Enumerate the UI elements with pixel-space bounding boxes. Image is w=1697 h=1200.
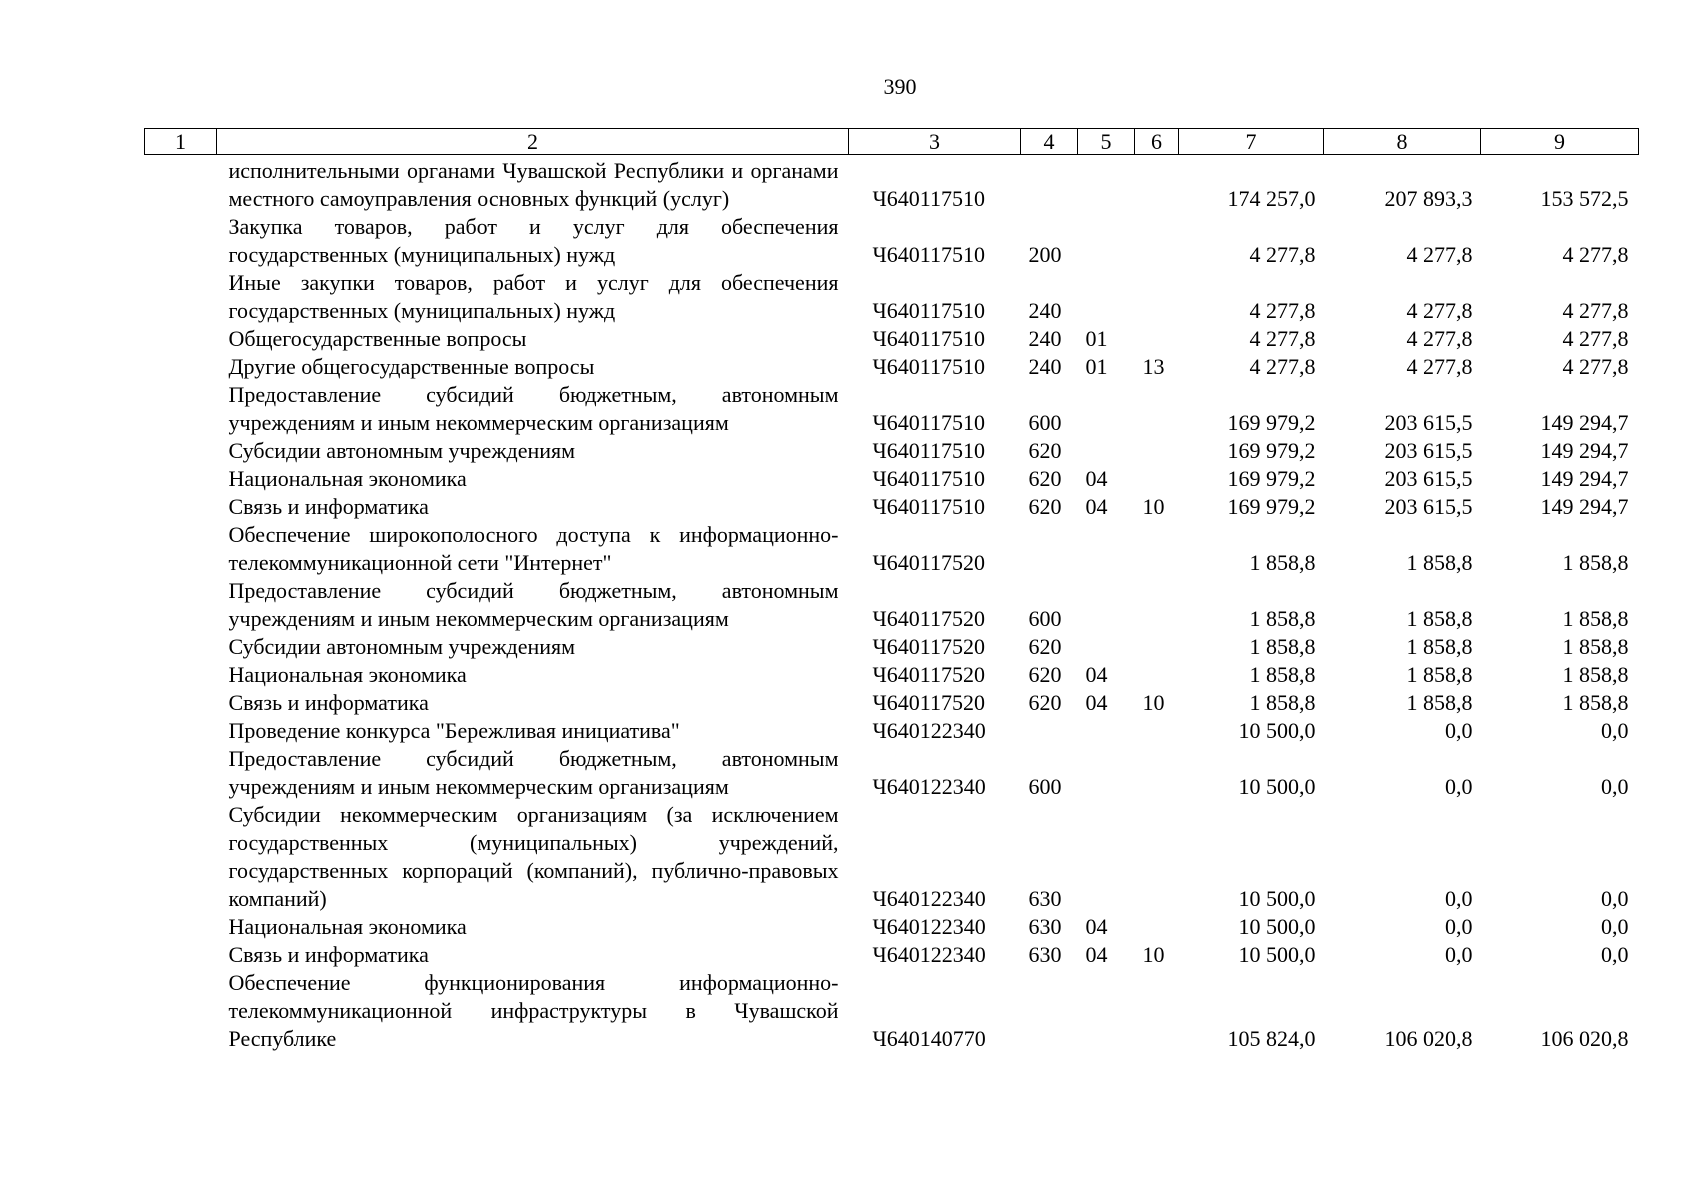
row-cell-1 [145,745,217,801]
row-value-9: 149 294,7 [1540,466,1629,491]
column-header-2: 2 [217,129,849,155]
row-name: Национальная экономика [228,466,467,491]
row-cell-1 [145,213,217,269]
row-col-6 [1135,269,1179,325]
table-row [145,801,1639,913]
table-row [145,941,1639,969]
row-value-8: 207 893,3 [1384,186,1473,211]
row-col-4: 620 [1028,466,1062,491]
row-value-7: 169 979,2 [1227,438,1316,463]
row-col-5 [1078,521,1135,577]
row-value-9: 153 572,5 [1540,186,1629,211]
row-value-8: 4 277,8 [1406,354,1473,379]
row-code: Ч640117520 [872,690,985,715]
table-row [145,913,1639,941]
row-col-6 [1135,913,1179,941]
row-col-4 [1021,155,1078,214]
table-row [145,325,1639,353]
table-body [145,155,1639,1054]
row-cell-1 [145,717,217,745]
row-value-8: 1 858,8 [1406,634,1473,659]
column-header-7: 7 [1179,129,1324,155]
row-col-6 [1135,381,1179,437]
row-code: Ч640117510 [872,242,985,267]
table-row [145,353,1639,381]
row-value-9: 1 858,8 [1562,634,1629,659]
row-value-9: 149 294,7 [1540,494,1629,519]
row-col-6 [1135,465,1179,493]
row-col-5: 01 [1085,354,1108,379]
row-code: Ч640117520 [872,634,985,659]
row-col-5 [1078,213,1135,269]
column-header-8: 8 [1324,129,1481,155]
row-value-9: 0,0 [1601,914,1629,939]
row-value-8: 0,0 [1445,774,1473,799]
table-row [145,745,1639,801]
row-col-6: 10 [1142,942,1165,967]
row-code: Ч640117510 [872,410,985,435]
row-value-7: 1 858,8 [1249,550,1316,575]
row-value-8: 1 858,8 [1406,550,1473,575]
row-name: Закупка товаров, работ и услуг для обеспечения государственных (муниципальных) нужд [228,214,839,267]
row-code: Ч640117510 [872,298,985,323]
table-row [145,213,1639,269]
row-col-5 [1078,155,1135,214]
table-row [145,155,1639,214]
row-code: Ч640117520 [872,550,985,575]
row-value-9: 4 277,8 [1562,326,1629,351]
table-row [145,689,1639,717]
row-value-8: 203 615,5 [1384,466,1473,491]
row-value-9: 106 020,8 [1540,1026,1629,1051]
row-col-5 [1078,577,1135,633]
row-col-6 [1135,437,1179,465]
row-cell-1 [145,689,217,717]
row-col-4: 240 [1028,354,1062,379]
row-value-9: 1 858,8 [1562,550,1629,575]
row-col-6 [1135,521,1179,577]
row-code: Ч640140770 [872,1026,986,1051]
row-col-4: 630 [1028,886,1062,911]
row-value-7: 169 979,2 [1227,466,1316,491]
row-col-4: 620 [1028,690,1062,715]
row-col-5: 04 [1085,914,1108,939]
page-number: 390 [883,74,917,99]
row-cell-1 [145,633,217,661]
row-value-9: 4 277,8 [1562,354,1629,379]
row-code: Ч640122340 [872,886,986,911]
row-col-5 [1078,969,1135,1053]
table-row [145,381,1639,437]
row-value-7: 4 277,8 [1249,354,1316,379]
row-col-5: 04 [1085,662,1108,687]
row-col-4 [1021,969,1078,1053]
row-code: Ч640117510 [872,186,985,211]
row-name: Субсидии некоммерческим организациям (за исключением государственных (муниципальных) учреждений, государственных корпораций (компаний), публично-правовых компаний) [228,802,839,911]
row-value-7: 1 858,8 [1249,662,1316,687]
row-name: Предоставление субсидий бюджетным, автономным учреждениям и иным некоммерческим организациям [228,746,839,799]
column-header-1: 1 [145,129,217,155]
row-value-9: 1 858,8 [1562,690,1629,715]
column-number-header [145,129,1639,155]
row-name: Национальная экономика [228,662,467,687]
row-value-8: 203 615,5 [1384,438,1473,463]
table-row [145,465,1639,493]
row-value-9: 0,0 [1601,942,1629,967]
row-value-9: 1 858,8 [1562,606,1629,631]
row-col-4: 600 [1028,410,1062,435]
row-col-4: 620 [1028,438,1062,463]
row-name: Проведение конкурса "Бережливая инициатива" [228,718,680,743]
row-col-5 [1078,437,1135,465]
table-row [145,577,1639,633]
row-name: Связь и информатика [228,942,429,967]
column-header-4: 4 [1021,129,1078,155]
row-cell-1 [145,969,217,1053]
row-col-4: 200 [1028,242,1062,267]
row-cell-1 [145,381,217,437]
row-col-6 [1135,717,1179,745]
row-value-8: 0,0 [1445,886,1473,911]
row-col-6 [1135,577,1179,633]
row-value-9: 4 277,8 [1562,298,1629,323]
row-value-7: 105 824,0 [1227,1026,1316,1051]
budget-table [144,128,1639,1053]
row-col-4: 600 [1028,606,1062,631]
row-name: Предоставление субсидий бюджетным, автономным учреждениям и иным некоммерческим организациям [228,578,839,631]
row-col-5: 04 [1085,942,1108,967]
table-row [145,633,1639,661]
row-value-7: 4 277,8 [1249,326,1316,351]
row-col-5 [1078,269,1135,325]
column-header-5: 5 [1078,129,1135,155]
row-cell-1 [145,269,217,325]
row-col-4: 630 [1028,942,1062,967]
row-col-4: 620 [1028,634,1062,659]
row-value-8: 1 858,8 [1406,662,1473,687]
row-cell-1 [145,941,217,969]
row-col-4 [1021,717,1078,745]
row-cell-1 [145,465,217,493]
row-col-6 [1135,661,1179,689]
row-col-4 [1021,521,1078,577]
row-value-7: 4 277,8 [1249,298,1316,323]
row-code: Ч640117510 [872,326,985,351]
row-value-8: 0,0 [1445,914,1473,939]
row-col-5: 04 [1085,494,1108,519]
row-code: Ч640117510 [872,494,985,519]
row-col-4: 620 [1028,662,1062,687]
row-col-6 [1135,801,1179,913]
table-row [145,437,1639,465]
row-name: Обеспечение широкополосного доступа к информационно-телекоммуникационной сети "Интернет" [228,522,839,575]
row-col-6 [1135,155,1179,214]
row-cell-1 [145,437,217,465]
row-value-8: 1 858,8 [1406,606,1473,631]
row-col-4: 240 [1028,298,1062,323]
row-name: исполнительными органами Чувашской Республики и органами местного самоуправления основных функций (услуг) [228,158,839,211]
row-value-9: 1 858,8 [1562,662,1629,687]
row-value-7: 10 500,0 [1238,914,1316,939]
row-code: Ч640122340 [872,718,986,743]
row-code: Ч640117510 [872,354,985,379]
row-value-8: 203 615,5 [1384,494,1473,519]
row-col-5 [1078,801,1135,913]
row-value-8: 1 858,8 [1406,690,1473,715]
table-row [145,661,1639,689]
row-col-4: 240 [1028,326,1062,351]
table-row [145,269,1639,325]
row-cell-1 [145,913,217,941]
row-name: Национальная экономика [228,914,467,939]
row-value-7: 174 257,0 [1227,186,1316,211]
column-header-3: 3 [849,129,1021,155]
row-cell-1 [145,577,217,633]
row-cell-1 [145,353,217,381]
row-value-7: 4 277,8 [1249,242,1316,267]
row-value-8: 4 277,8 [1406,326,1473,351]
row-col-4: 600 [1028,774,1062,799]
column-header-9: 9 [1481,129,1639,155]
row-col-6: 10 [1142,690,1165,715]
row-value-9: 4 277,8 [1562,242,1629,267]
row-cell-1 [145,661,217,689]
row-value-9: 149 294,7 [1540,410,1629,435]
row-col-5 [1078,717,1135,745]
row-col-6 [1135,213,1179,269]
row-cell-1 [145,493,217,521]
row-col-5 [1078,633,1135,661]
column-header-6: 6 [1135,129,1179,155]
row-cell-1 [145,521,217,577]
row-code: Ч640117520 [872,606,985,631]
row-value-7: 169 979,2 [1227,494,1316,519]
row-name: Общегосударственные вопросы [228,326,527,351]
row-code: Ч640122340 [872,942,986,967]
row-cell-1 [145,155,217,214]
row-name: Связь и информатика [228,494,429,519]
row-col-6: 13 [1142,354,1165,379]
row-col-6 [1135,633,1179,661]
row-code: Ч640117510 [872,438,985,463]
row-cell-1 [145,325,217,353]
row-value-7: 10 500,0 [1238,886,1316,911]
row-name: Другие общегосударственные вопросы [228,354,595,379]
row-value-8: 4 277,8 [1406,298,1473,323]
row-value-7: 10 500,0 [1238,718,1316,743]
table-row [145,717,1639,745]
row-value-7: 10 500,0 [1238,942,1316,967]
row-value-8: 0,0 [1445,942,1473,967]
row-name: Предоставление субсидий бюджетным, автономным учреждениям и иным некоммерческим организациям [228,382,839,435]
row-value-8: 203 615,5 [1384,410,1473,435]
row-value-9: 0,0 [1601,718,1629,743]
table-row [145,521,1639,577]
row-code: Ч640122340 [872,774,986,799]
row-value-7: 169 979,2 [1227,410,1316,435]
row-value-8: 106 020,8 [1384,1026,1473,1051]
row-name: Обеспечение функционирования информационно-телекоммуникационной инфраструктуры в Чувашской Республике [228,970,839,1051]
row-code: Ч640117520 [872,662,985,687]
row-code: Ч640122340 [872,914,986,939]
row-col-6 [1135,745,1179,801]
row-name: Субсидии автономным учреждениям [228,634,576,659]
row-code: Ч640117510 [872,466,985,491]
row-col-5: 01 [1085,326,1108,351]
table-row [145,493,1639,521]
row-col-5 [1078,381,1135,437]
row-name: Субсидии автономным учреждениям [228,438,576,463]
row-col-6: 10 [1142,494,1165,519]
row-value-7: 1 858,8 [1249,690,1316,715]
row-cell-1 [145,801,217,913]
row-name: Иные закупки товаров, работ и услуг для обеспечения государственных (муниципальных) нужд [228,270,839,323]
row-value-8: 4 277,8 [1406,242,1473,267]
row-value-7: 10 500,0 [1238,774,1316,799]
row-col-5: 04 [1085,690,1108,715]
row-value-9: 0,0 [1601,886,1629,911]
table-row [145,969,1639,1053]
row-value-7: 1 858,8 [1249,634,1316,659]
row-col-5: 04 [1085,466,1108,491]
row-value-9: 0,0 [1601,774,1629,799]
row-value-7: 1 858,8 [1249,606,1316,631]
row-name: Связь и информатика [228,690,429,715]
row-col-6 [1135,969,1179,1053]
row-col-4: 620 [1028,494,1062,519]
row-col-5 [1078,745,1135,801]
row-col-6 [1135,325,1179,353]
row-value-8: 0,0 [1445,718,1473,743]
row-col-4: 630 [1028,914,1062,939]
row-value-9: 149 294,7 [1540,438,1629,463]
